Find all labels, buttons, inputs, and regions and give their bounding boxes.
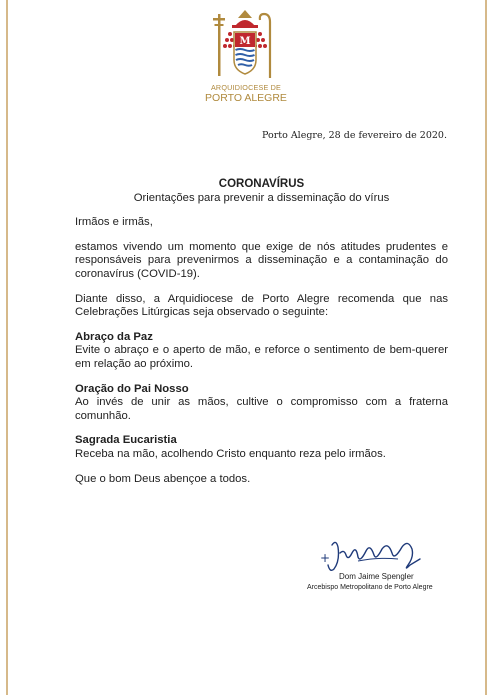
- section-heading: Abraço da Paz: [75, 330, 153, 343]
- section-heading: Oração do Pai Nosso: [75, 382, 189, 395]
- left-border-rule: [6, 0, 8, 695]
- section-heading: Sagrada Eucaristia: [75, 434, 177, 447]
- archdiocese-wordmark: [180, 83, 312, 104]
- section-text: Receba na mão, acolhendo Cristo enquanto reza pelo irmãos.: [75, 447, 386, 460]
- svg-text:+: +: [320, 551, 331, 565]
- right-border-rule: [485, 0, 487, 695]
- section-text: Ao invés de unir as mãos, cultive o compromisso com a fraterna comunhão.: [75, 396, 448, 422]
- signer-title: Arcebispo Metropolitano de Porto Alegre: [307, 584, 433, 591]
- letter-date: Porto Alegre, 28 de fevereiro de 2020.: [262, 130, 447, 141]
- archdiocese-crest-icon: [210, 8, 280, 88]
- wordmark-line1: ARQUIDIOCESE DE: [210, 83, 282, 92]
- recommendation-paragraph: Diante disso, a Arquidiocese de Porto Alegre recomenda que nas Celebrações Litúrgicas seja observado o seguinte:: [75, 292, 448, 319]
- closing-line: Que o bom Deus abençoe a todos.: [75, 472, 251, 485]
- intro-paragraph-text: estamos vivendo um momento que exige de nós atitudes prudentes e responsáveis para prevenirmos a disseminação e a contaminação do coronavírus (COVID-19).: [75, 240, 448, 280]
- svg-text:M: M: [239, 36, 251, 47]
- wordmark-line2: PORTO ALEGRE: [205, 92, 287, 104]
- signer-name: Dom Jaime Spengler: [339, 572, 414, 581]
- handwritten-signature: [318, 535, 428, 575]
- letter-title: CORONAVÍRUS: [218, 178, 305, 190]
- letter-body: [75, 178, 448, 486]
- letter-subtitle: Orientações para prevenir a disseminação do vírus: [133, 191, 390, 204]
- section-text: Evite o abraço e o aperto de mão, e reforce o sentimento de bem-querer em relação ao próximo.: [75, 344, 448, 370]
- intro-paragraph: [0, 241, 448, 282]
- salutation: Irmãos e irmãs,: [75, 216, 153, 229]
